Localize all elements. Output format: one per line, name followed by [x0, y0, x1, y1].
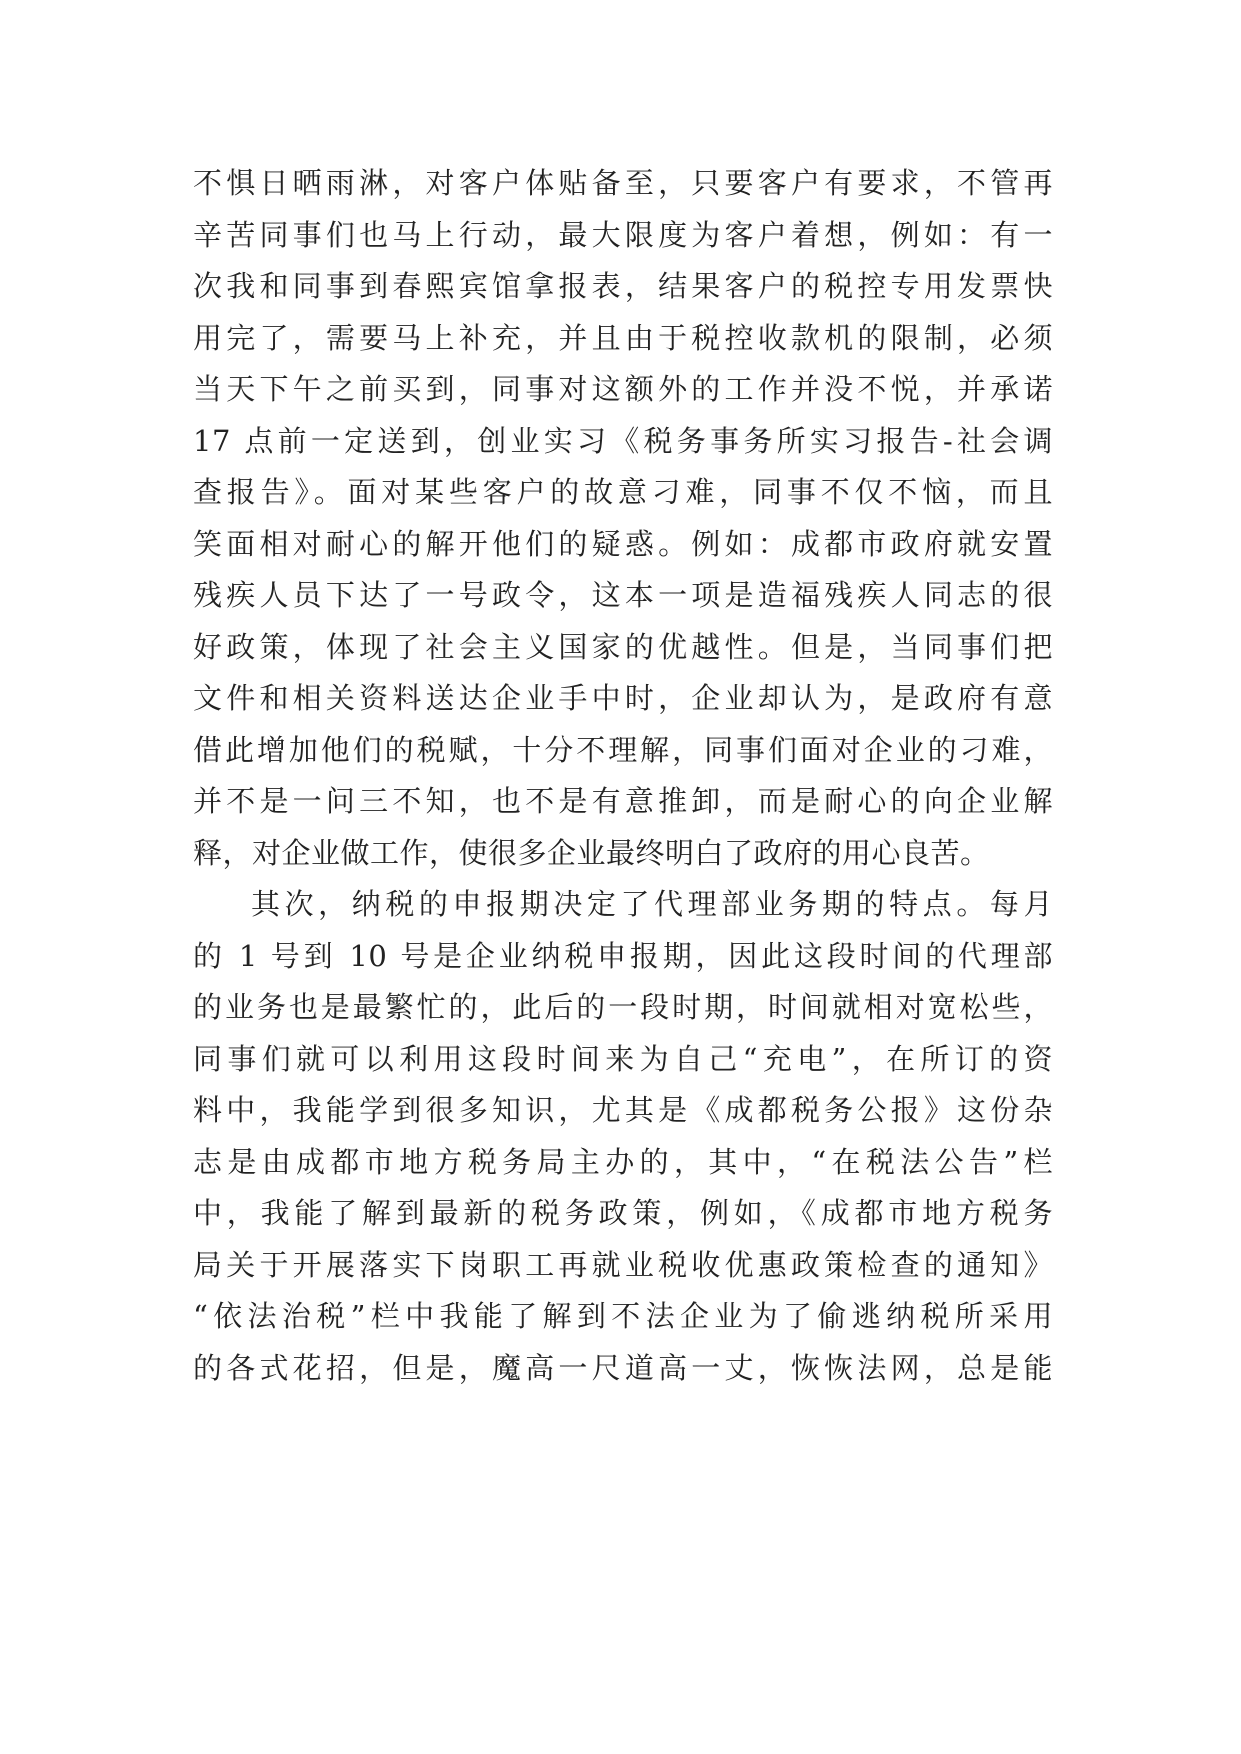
text-line: 文件和相关资料送达企业手中时，企业却认为，是政府有意	[193, 681, 1053, 715]
text-line: 中，我能了解到最新的税务政策，例如，《成都市地方税务	[193, 1196, 1053, 1230]
text-line: 的各式花招，但是，魔高一尺道高一丈，恢恢法网，总是能	[193, 1350, 1053, 1385]
text-line: 次我和同事到春熙宾馆拿报表，结果客户的税控专用发票快	[193, 269, 1053, 303]
text-line: 用完了，需要马上补充，并且由于税控收款机的限制，必须	[193, 320, 1053, 355]
text-line: 志是由成都市地方税务局主办的，其中，“在税法公告”栏	[193, 1144, 1053, 1179]
text-line: “依法治税”栏中我能了解到不法企业为了偷逃纳税所采用	[193, 1299, 1053, 1333]
text-line-paragraph-start: 其次，纳税的申报期决定了代理部业务期的特点。每月	[251, 887, 1053, 921]
text-line-paragraph-end: 释，对企业做工作，使很多企业最终明白了政府的用心良苦。	[193, 835, 990, 870]
text-line: 局关于开展落实下岗职工再就业税收优惠政策检查的通知》	[193, 1247, 1053, 1282]
text-line: 的业务也是最繁忙的，此后的一段时期，时间就相对宽松些，	[193, 990, 1053, 1024]
text-line: 料中，我能学到很多知识，尤其是《成都税务公报》这份杂	[193, 1093, 1053, 1127]
body-text	[193, 158, 1053, 1394]
text-line: 当天下午之前买到，同事对这额外的工作并没不悦，并承诺	[193, 372, 1053, 406]
text-line: 辛苦同事们也马上行动，最大限度为客户着想，例如：有一	[193, 217, 1053, 252]
text-line: 笑面相对耐心的解开他们的疑惑。例如：成都市政府就安置	[193, 526, 1053, 561]
text-line: 不惧日晒雨淋，对客户体贴备至，只要客户有要求，不管再	[193, 166, 1053, 200]
text-line: 17 点前一定送到，创业实习《税务事务所实习报告-社会调	[193, 423, 1053, 458]
text-line: 的 1 号到 10 号是企业纳税申报期，因此这段时间的代理部	[193, 938, 1053, 973]
text-line: 残疾人员下达了一号政令，这本一项是造福残疾人同志的很	[193, 578, 1053, 612]
text-line: 好政策，体现了社会主义国家的优越性。但是，当同事们把	[193, 629, 1053, 664]
text-line: 同事们就可以利用这段时间来为自己“充电”，在所订的资	[193, 1041, 1053, 1076]
text-line: 查报告》。面对某些客户的故意刁难，同事不仅不恼，而且	[193, 475, 1053, 509]
text-line: 并不是一问三不知，也不是有意推卸，而是耐心的向企业解	[193, 784, 1053, 818]
text-line: 借此增加他们的税赋，十分不理解，同事们面对企业的刁难，	[193, 732, 1053, 767]
